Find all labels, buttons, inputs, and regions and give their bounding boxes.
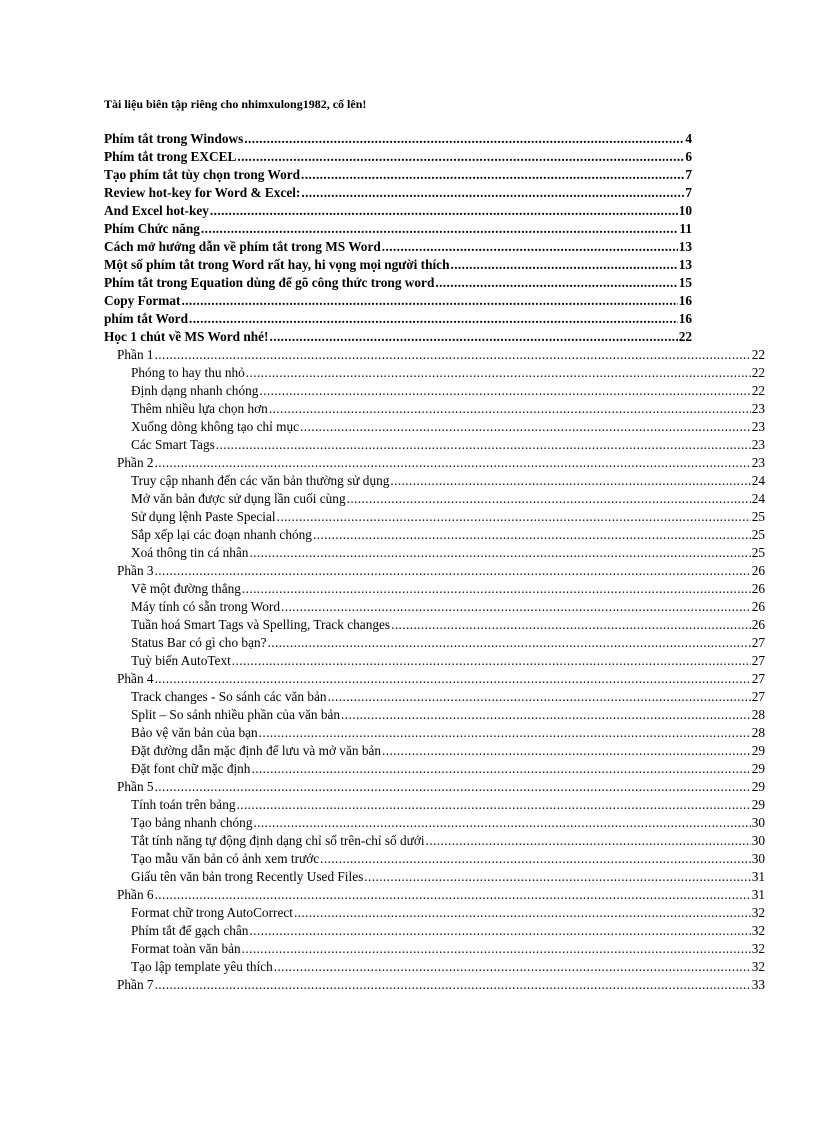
toc-entry-page: 31 — [751, 869, 765, 884]
toc-entry-title: Copy Format — [104, 293, 181, 308]
toc-entry[interactable] — [0, 454, 765, 472]
toc-entry-page: 33 — [751, 977, 765, 992]
toc-entry[interactable] — [0, 688, 765, 706]
toc-entry-title: Đặt font chữ mặc định — [131, 761, 251, 776]
toc-entry-page: 23 — [751, 419, 765, 434]
toc-entry-title: Phím tắt trong EXCEL — [104, 149, 237, 164]
toc-entry[interactable] — [0, 814, 765, 832]
toc-entry-page: 7 — [685, 185, 692, 200]
toc-entry-title: Các Smart Tags — [131, 437, 215, 452]
toc-leader-dots — [390, 472, 750, 490]
toc-entry[interactable] — [0, 940, 765, 958]
toc-entry-page: 23 — [751, 437, 765, 452]
toc-leader-dots — [301, 184, 684, 202]
toc-entry-page: 26 — [751, 617, 765, 632]
toc-leader-dots — [253, 814, 750, 832]
toc-entry-title: Tạo lập template yêu thích — [131, 959, 273, 974]
toc-entry-title: Một số phím tắt trong Word rất hay, hi vọng mọi người thích — [104, 257, 450, 272]
toc-entry-title: Phần 5 — [117, 779, 154, 794]
toc-entry[interactable] — [0, 904, 765, 922]
toc-leader-dots — [237, 796, 751, 814]
toc-entry-title: Phím Chức năng — [104, 221, 200, 236]
toc-entry[interactable] — [0, 580, 765, 598]
table-of-contents — [0, 130, 816, 994]
toc-leader-dots — [259, 724, 751, 742]
toc-entry-title: Format toàn văn bản — [131, 941, 241, 956]
toc-leader-dots — [242, 580, 751, 598]
toc-entry[interactable] — [0, 292, 692, 310]
toc-entry-page: 25 — [751, 509, 765, 524]
toc-leader-dots — [450, 256, 677, 274]
toc-leader-dots — [155, 562, 751, 580]
toc-leader-dots — [249, 544, 750, 562]
toc-entry-title: Học 1 chút về MS Word nhé! — [104, 329, 269, 344]
toc-entry-page: 32 — [751, 941, 765, 956]
toc-leader-dots — [341, 706, 751, 724]
toc-entry-title: Định dạng nhanh chóng — [131, 383, 259, 398]
toc-entry[interactable] — [0, 634, 765, 652]
toc-leader-dots — [391, 616, 751, 634]
toc-leader-dots — [189, 310, 678, 328]
toc-entry-title: And Excel hot-key — [104, 203, 209, 218]
toc-entry-page: 6 — [685, 149, 692, 164]
toc-entry-page: 32 — [751, 923, 765, 938]
toc-entry[interactable] — [0, 724, 765, 742]
toc-leader-dots — [244, 130, 684, 148]
toc-entry-title: Sắp xếp lại các đoạn nhanh chóng — [131, 527, 312, 542]
toc-entry[interactable] — [0, 184, 692, 202]
toc-entry[interactable] — [0, 508, 765, 526]
toc-entry-title: Status Bar có gì cho bạn? — [131, 635, 267, 650]
toc-entry[interactable] — [0, 220, 692, 238]
toc-entry[interactable] — [0, 670, 765, 688]
toc-entry-page: 27 — [751, 635, 765, 650]
toc-leader-dots — [364, 868, 750, 886]
toc-entry-page: 25 — [751, 545, 765, 560]
toc-entry-title: Tính toán trên bảng — [131, 797, 236, 812]
toc-entry[interactable] — [0, 778, 765, 796]
toc-entry-title: Phần 3 — [117, 563, 154, 578]
toc-entry-title: Sử dụng lệnh Paste Special — [131, 509, 276, 524]
toc-entry-page: 27 — [751, 653, 765, 668]
toc-entry-title: Tạo mẫu văn bản có ảnh xem trước — [131, 851, 320, 866]
toc-entry[interactable] — [0, 832, 765, 850]
toc-leader-dots — [300, 418, 751, 436]
toc-entry[interactable] — [0, 922, 765, 940]
toc-leader-dots — [155, 454, 751, 472]
toc-leader-dots — [277, 508, 751, 526]
toc-entry-page: 15 — [678, 275, 692, 290]
toc-leader-dots — [155, 346, 751, 364]
toc-entry-page: 22 — [751, 383, 765, 398]
toc-leader-dots — [210, 202, 678, 220]
toc-entry-title: Phần 1 — [117, 347, 154, 362]
toc-entry[interactable] — [0, 562, 765, 580]
toc-entry-page: 29 — [751, 761, 765, 776]
toc-entry[interactable] — [0, 130, 692, 148]
toc-entry-page: 24 — [751, 491, 765, 506]
toc-entry[interactable] — [0, 652, 765, 670]
header-note: Tài liệu biên tập riêng cho nhimxulong1982, cố lên! — [104, 97, 367, 111]
toc-entry-title: Tạo phím tắt tùy chọn trong Word — [104, 167, 301, 182]
toc-leader-dots — [274, 958, 751, 976]
toc-entry[interactable] — [0, 310, 692, 328]
toc-entry[interactable] — [0, 382, 765, 400]
toc-leader-dots — [201, 220, 679, 238]
toc-entry[interactable] — [0, 490, 765, 508]
toc-leader-dots — [181, 292, 677, 310]
toc-entry-page: 13 — [678, 239, 692, 254]
toc-entry-page: 23 — [751, 455, 765, 470]
toc-entry-title: Cách mở hướng dẫn về phím tắt trong MS Word — [104, 239, 381, 254]
toc-entry-page: 26 — [751, 581, 765, 596]
toc-entry-title: Vẽ một đường thẳng — [131, 581, 241, 596]
toc-entry-page: 16 — [678, 311, 692, 326]
toc-entry-title: Xuống dòng không tạo chỉ mục — [131, 419, 300, 434]
toc-entry-title: Phần 6 — [117, 887, 154, 902]
toc-entry-title: Truy cập nhanh đến các văn bản thường sử dụng — [131, 473, 390, 488]
toc-entry-title: Split – So sánh nhiều phần của văn bản — [131, 707, 341, 722]
toc-entry-page: 32 — [751, 959, 765, 974]
toc-entry-title: Mở văn bản được sử dụng lần cuối cùng — [131, 491, 346, 506]
toc-entry-title: Bảo vệ văn bản của bạn — [131, 725, 258, 740]
toc-entry[interactable] — [0, 760, 765, 778]
toc-entry-title: Phần 7 — [117, 977, 154, 992]
toc-entry-page: 30 — [751, 851, 765, 866]
toc-entry[interactable] — [0, 328, 692, 346]
toc-leader-dots — [259, 382, 750, 400]
toc-entry[interactable] — [0, 472, 765, 490]
toc-entry[interactable] — [0, 526, 765, 544]
toc-entry-page: 32 — [751, 905, 765, 920]
toc-entry[interactable] — [0, 976, 765, 994]
toc-leader-dots — [281, 598, 751, 616]
toc-entry-page: 25 — [751, 527, 765, 542]
toc-entry[interactable] — [0, 706, 765, 724]
toc-entry-page: 28 — [751, 707, 765, 722]
toc-entry[interactable] — [0, 256, 692, 274]
toc-entry-title: Giấu tên văn bản trong Recently Used Files — [131, 869, 364, 884]
toc-entry-title: Format chữ trong AutoCorrect — [131, 905, 293, 920]
toc-leader-dots — [155, 976, 751, 994]
toc-entry-page: 22 — [751, 365, 765, 380]
toc-entry-title: Review hot-key for Word & Excel: — [104, 185, 301, 200]
toc-entry-title: Phóng to hay thu nhỏ — [131, 365, 245, 380]
toc-leader-dots — [155, 778, 751, 796]
toc-entry[interactable] — [0, 958, 765, 976]
toc-entry[interactable] — [0, 202, 692, 220]
toc-entry[interactable] — [0, 274, 692, 292]
toc-entry[interactable] — [0, 742, 765, 760]
toc-leader-dots — [232, 652, 751, 670]
toc-entry-title: Thêm nhiều lựa chọn hơn — [131, 401, 268, 416]
toc-entry[interactable] — [0, 616, 765, 634]
toc-entry-page: 7 — [685, 167, 692, 182]
toc-entry-page: 29 — [751, 779, 765, 794]
toc-leader-dots — [301, 166, 684, 184]
toc-leader-dots — [270, 328, 678, 346]
toc-entry[interactable] — [0, 346, 765, 364]
toc-entry-page: 13 — [678, 257, 692, 272]
toc-entry-title: Phím tắt để gạch chân — [131, 923, 249, 938]
toc-leader-dots — [426, 832, 751, 850]
toc-entry-page: 27 — [751, 689, 765, 704]
toc-entry[interactable] — [0, 598, 765, 616]
toc-entry-title: Phím tắt trong Windows — [104, 131, 244, 146]
toc-entry-page: 4 — [685, 131, 692, 146]
toc-entry[interactable] — [0, 850, 765, 868]
toc-leader-dots — [155, 670, 751, 688]
toc-entry-title: phím tắt Word — [104, 311, 188, 326]
toc-entry-page: 23 — [751, 401, 765, 416]
toc-leader-dots — [251, 760, 750, 778]
toc-entry[interactable] — [0, 796, 765, 814]
toc-entry-title: Máy tính có sẵn trong Word — [131, 599, 280, 614]
toc-entry-title: Xoá thông tin cá nhân — [131, 545, 249, 560]
toc-leader-dots — [246, 364, 751, 382]
toc-entry[interactable] — [0, 886, 765, 904]
toc-entry-page: 26 — [751, 599, 765, 614]
toc-leader-dots — [294, 904, 751, 922]
toc-entry-title: Phần 2 — [117, 455, 154, 470]
toc-entry-page: 28 — [751, 725, 765, 740]
toc-entry-title: Tuần hoá Smart Tags và Spelling, Track changes — [131, 617, 391, 632]
toc-entry-title: Tắt tính năng tự động định dạng chỉ số trên-chỉ số dưới — [131, 833, 425, 848]
toc-leader-dots — [216, 436, 751, 454]
toc-leader-dots — [237, 148, 684, 166]
toc-entry-title: Phím tắt trong Equation dùng để gõ công thức trong word — [104, 275, 435, 290]
toc-entry-page: 16 — [678, 293, 692, 308]
toc-entry-page: 31 — [751, 887, 765, 902]
toc-entry-page: 27 — [751, 671, 765, 686]
toc-leader-dots — [382, 742, 751, 760]
toc-leader-dots — [242, 940, 751, 958]
toc-entry[interactable] — [0, 544, 765, 562]
toc-entry[interactable] — [0, 364, 765, 382]
toc-entry-page: 11 — [679, 221, 692, 236]
toc-entry-title: Track changes - So sánh các văn bản — [131, 689, 327, 704]
toc-leader-dots — [328, 688, 751, 706]
toc-entry[interactable] — [0, 418, 765, 436]
toc-leader-dots — [313, 526, 751, 544]
toc-entry-title: Đặt đường dẫn mặc định để lưu và mở văn bản — [131, 743, 382, 758]
toc-entry-title: Tạo bảng nhanh chóng — [131, 815, 253, 830]
toc-leader-dots — [347, 490, 751, 508]
toc-entry-page: 30 — [751, 815, 765, 830]
toc-leader-dots — [435, 274, 677, 292]
toc-entry[interactable] — [0, 166, 692, 184]
toc-leader-dots — [268, 634, 751, 652]
toc-leader-dots — [249, 922, 750, 940]
toc-entry[interactable] — [0, 868, 765, 886]
toc-entry-title: Tuỳ biến AutoText — [131, 653, 231, 668]
toc-entry-page: 29 — [751, 743, 765, 758]
toc-entry[interactable] — [0, 436, 765, 454]
toc-entry-page: 22 — [751, 347, 765, 362]
toc-entry-page: 26 — [751, 563, 765, 578]
toc-entry-title: Phần 4 — [117, 671, 154, 686]
toc-leader-dots — [155, 886, 751, 904]
toc-leader-dots — [320, 850, 751, 868]
toc-entry[interactable] — [0, 400, 765, 418]
toc-entry-page: 22 — [678, 329, 692, 344]
toc-entry-page: 10 — [678, 203, 692, 218]
toc-entry[interactable] — [0, 238, 692, 256]
toc-entry-page: 29 — [751, 797, 765, 812]
toc-entry-page: 30 — [751, 833, 765, 848]
toc-entry-page: 24 — [751, 473, 765, 488]
toc-leader-dots — [269, 400, 751, 418]
toc-leader-dots — [382, 238, 678, 256]
toc-entry[interactable] — [0, 148, 692, 166]
